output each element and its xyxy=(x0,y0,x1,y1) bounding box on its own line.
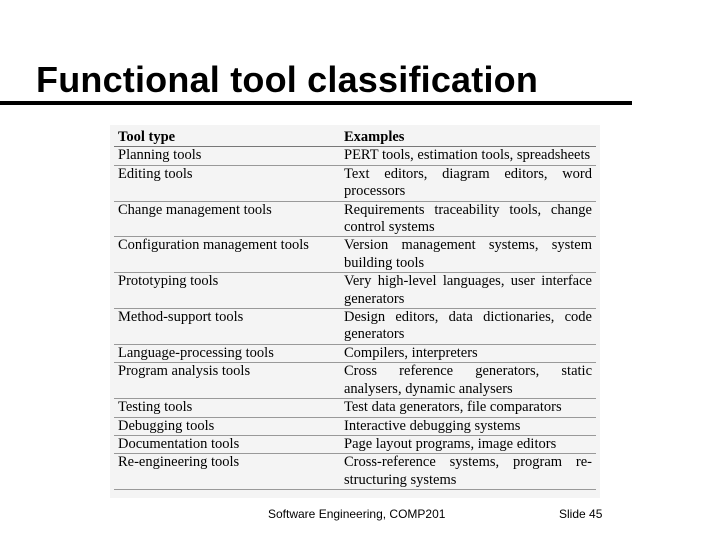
examples-cell: Requirements traceability tools, change control systems xyxy=(340,201,596,237)
examples-cell: Design editors, data dictionaries, code generators xyxy=(340,309,596,345)
table-row xyxy=(114,399,596,417)
examples-cell: Interactive debugging systems xyxy=(340,417,596,435)
examples-cell: Cross reference generators, static analysers, dynamic analysers xyxy=(340,363,596,399)
examples-cell: Cross-reference systems, program re-structuring systems xyxy=(340,454,596,490)
examples-cell: Version management systems, system building tools xyxy=(340,237,596,273)
examples-cell: Page layout programs, image editors xyxy=(340,435,596,453)
title-underline xyxy=(0,101,632,105)
table-row xyxy=(114,344,596,362)
examples-cell: Text editors, diagram editors, word processors xyxy=(340,165,596,201)
tool-type-cell: Testing tools xyxy=(114,399,340,417)
tool-type-cell: Planning tools xyxy=(118,147,202,164)
examples-cell: Test data generators, file comparators xyxy=(340,399,596,417)
examples-cell: Compilers, interpreters xyxy=(340,344,596,362)
tool-type-cell: Debugging tools xyxy=(114,417,340,435)
header-tool-type: Tool type xyxy=(114,129,340,147)
examples-cell: Very high-level languages, user interface generators xyxy=(340,273,596,309)
slide-title: Functional tool classification xyxy=(36,59,539,100)
table-row xyxy=(114,309,596,345)
tool-type-cell: Re-engineering tools xyxy=(114,454,340,490)
tool-type-cell: Configuration management tools xyxy=(114,237,340,273)
table-row xyxy=(114,454,596,490)
tool-classification-table-panel xyxy=(110,125,600,498)
table-row xyxy=(114,273,596,309)
tool-type-cell: Prototyping tools xyxy=(114,273,340,309)
tool-classification-table xyxy=(114,129,596,490)
table-row xyxy=(114,237,596,273)
table-row xyxy=(114,417,596,435)
table-row xyxy=(114,201,596,237)
tool-type-cell: Change management tools xyxy=(114,201,340,237)
table-header-row xyxy=(114,129,596,147)
examples-cell: PERT tools, estimation tools, spreadsheets xyxy=(344,147,591,164)
tool-type-cell: Method-support tools xyxy=(114,309,340,345)
table-row xyxy=(114,165,596,201)
header-examples: Examples xyxy=(340,129,596,147)
table-row xyxy=(114,363,596,399)
tool-type-cell: Editing tools xyxy=(114,165,340,201)
tool-type-cell: Documentation tools xyxy=(114,435,340,453)
tool-type-cell: Language-processing tools xyxy=(114,344,340,362)
table-row xyxy=(114,147,596,165)
footer-course-label: Software Engineering, COMP201 xyxy=(268,507,446,521)
tool-type-cell: Program analysis tools xyxy=(114,363,340,399)
table-row xyxy=(114,435,596,453)
slide-number: Slide 45 xyxy=(559,507,603,521)
